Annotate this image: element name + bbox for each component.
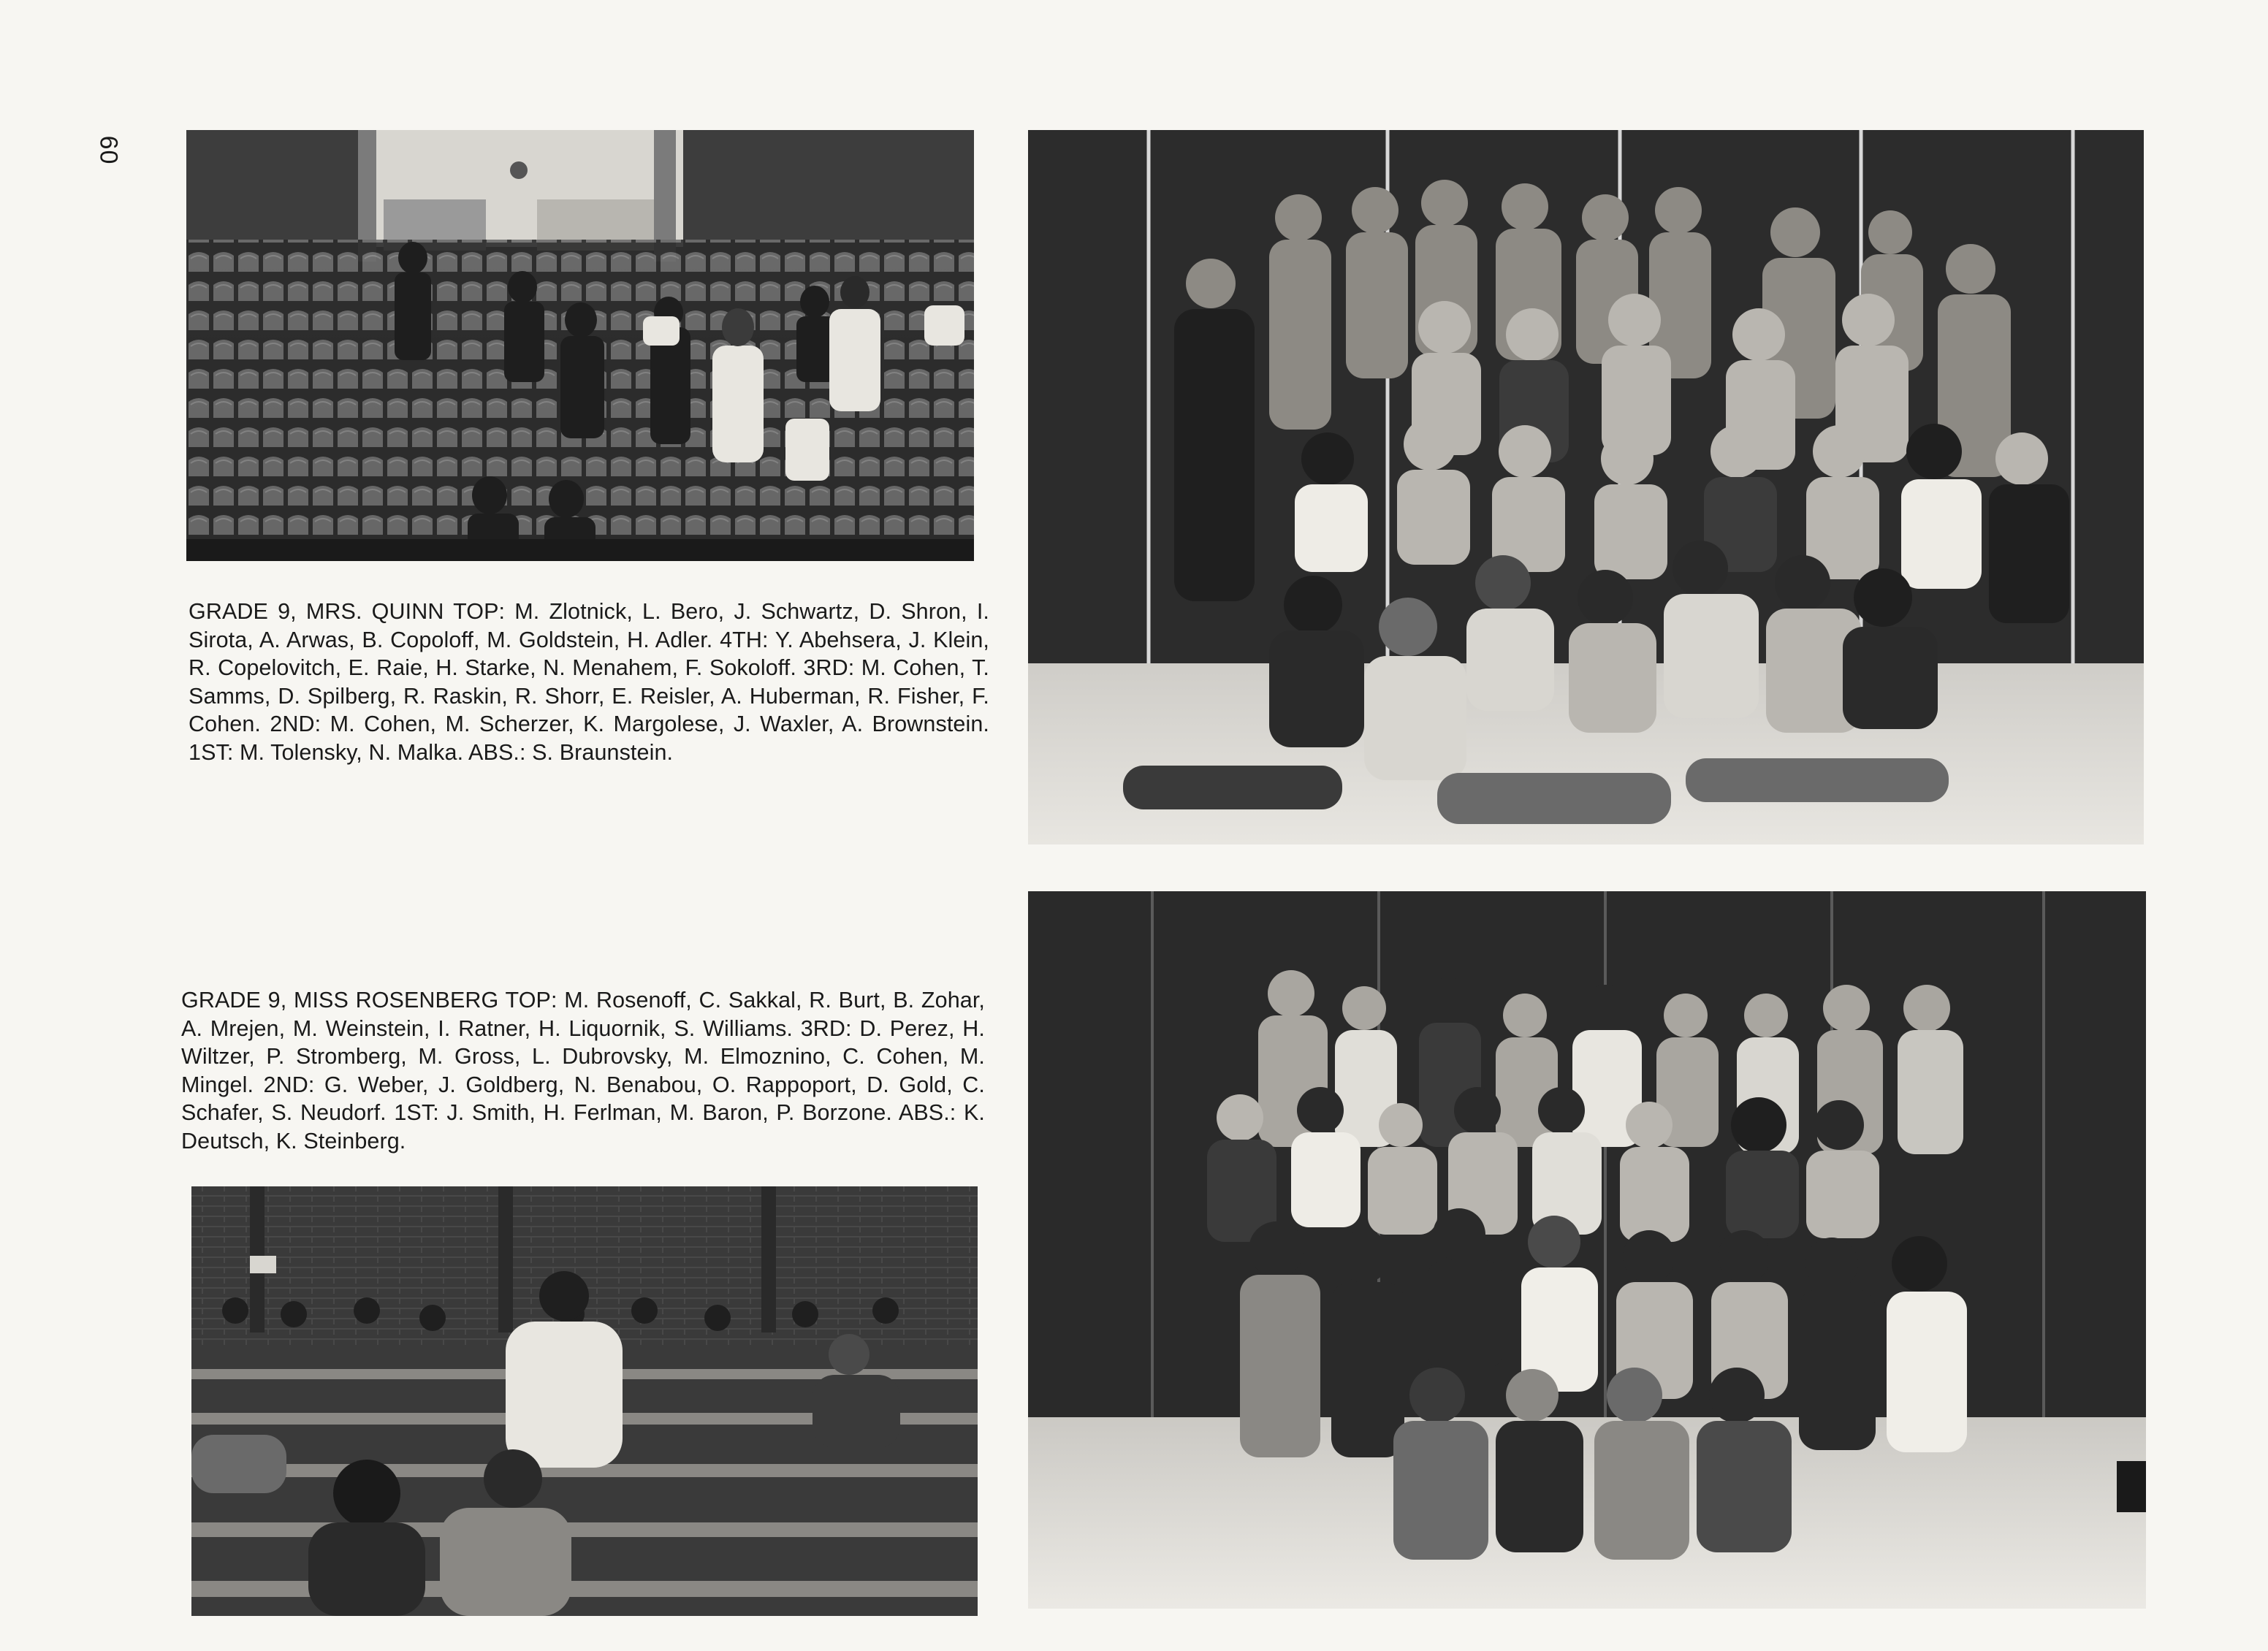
- quinn-class-photo: [1028, 130, 2144, 844]
- quinn-class-photo-image: [1028, 130, 2144, 844]
- cafeteria-photo-image: [191, 1186, 978, 1616]
- quinn-caption: [189, 598, 989, 766]
- rosenberg-class-photo-image: [1028, 891, 2146, 1609]
- page-number: 60: [94, 135, 123, 165]
- rosenberg-caption-names: TOP: M. Rosenoff, C. Sakkal, R. Burt, B. Zohar, A. Mrejen, M. Weinstein, I. Ratner, H. Liquornik, S. Williams. 3RD: D. Perez, H. Wiltzer, P. Stromberg, M. Gross, L. Dubrovsky, M. Elmoznino, C. Cohen, M. Mingel. 2ND: G. Weber, J. Goldberg, N. Benabou, O. Rappoport, D. Gold, C. Schafer, S. Neudorf. 1ST: J. Smith, H. Ferlman, M. Baron, P. Borzone. ABS.: K. Deutsch, K. Steinberg.: [181, 988, 985, 1154]
- quinn-caption-names: TOP: M. Zlotnick, L. Bero, J. Schwartz, D. Shron, I. Sirota, A. Arwas, B. Copoloff, M. Goldstein, H. Adler. 4TH: Y. Abehsera, J. Klein, R. Copelovitch, E. Raie, H. Starke, N. Menahem, F. Sokoloff. 3RD: M. Cohen, T. Samms, D. Spilberg, R. Raskin, R. Shorr, E. Reisler, A. Huberman, R. Fisher, F. Cohen. 2ND: M. Cohen, M. Scherzer, K. Margolese, J. Waxler, A. Brownstein. 1ST: M. Tolensky, N. Malka. ABS.: S. Braunstein.: [189, 599, 989, 765]
- auditorium-photo-image: [186, 130, 974, 561]
- rosenberg-caption: [181, 986, 985, 1155]
- cafeteria-photo: [191, 1186, 978, 1616]
- auditorium-photo: [186, 130, 974, 561]
- rosenberg-class-photo: [1028, 891, 2146, 1609]
- quinn-caption-heading: GRADE 9, MRS. QUINN: [189, 599, 444, 624]
- rosenberg-caption-heading: GRADE 9, MISS ROSENBERG: [181, 988, 499, 1013]
